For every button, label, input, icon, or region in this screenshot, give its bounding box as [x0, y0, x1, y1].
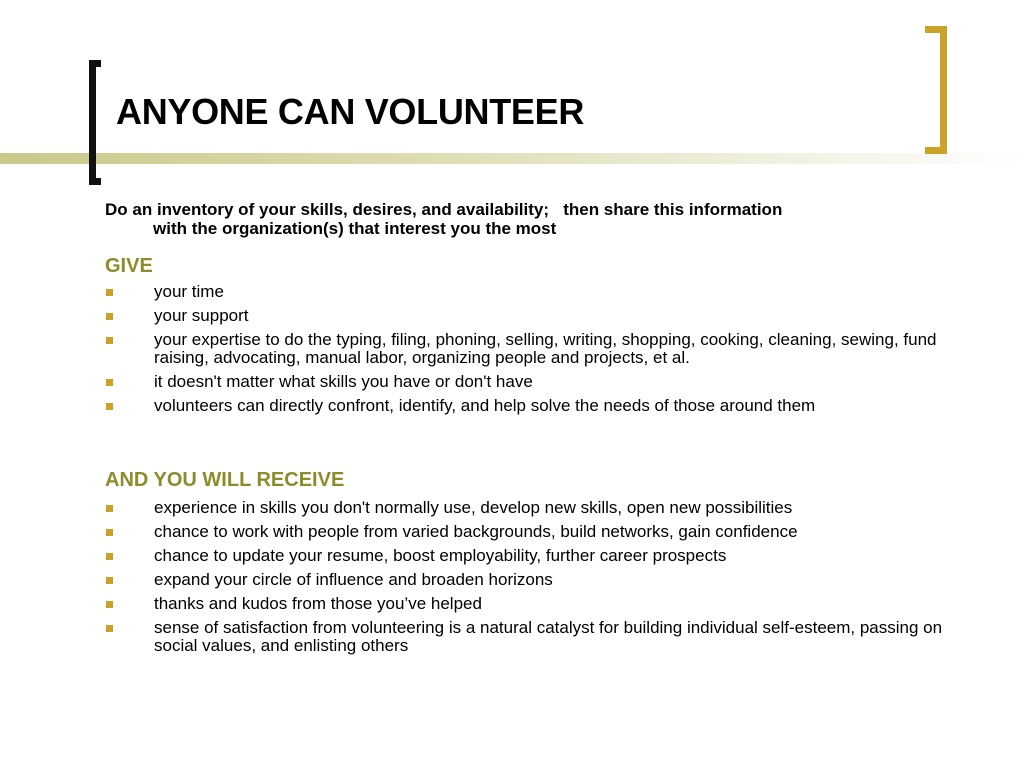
square-bullet-icon [106, 403, 113, 410]
square-bullet-icon [106, 289, 113, 296]
left-bracket-decoration [89, 60, 101, 185]
intro-line-2: with the organization(s) that interest you the most [153, 219, 557, 238]
list-item: chance to work with people from varied backgrounds, build networks, gain confidence [105, 523, 945, 541]
square-bullet-icon [106, 337, 113, 344]
list-item: expand your circle of influence and broaden horizons [105, 571, 945, 589]
give-heading: GIVE [105, 255, 153, 277]
list-item: your expertise to do the typing, filing, phoning, selling, writing, shopping, cooking, cleaning, sewing, fund raising, advocating, manual labor, organizing people and projects, et al. [105, 331, 945, 367]
list-item: your support [105, 307, 945, 325]
square-bullet-icon [106, 601, 113, 608]
square-bullet-icon [106, 625, 113, 632]
square-bullet-icon [106, 313, 113, 320]
intro-line-1: Do an inventory of your skills, desires, and availability; then share this information [105, 200, 783, 219]
right-bracket-decoration [925, 26, 947, 154]
list-item: your time [105, 283, 945, 301]
receive-list [105, 499, 945, 661]
list-item: volunteers can directly confront, identify, and help solve the needs of those around them [105, 397, 945, 415]
square-bullet-icon [106, 553, 113, 560]
list-item: it doesn't matter what skills you have or don't have [105, 373, 945, 391]
square-bullet-icon [106, 505, 113, 512]
header-gradient-bar [0, 153, 1024, 164]
square-bullet-icon [106, 379, 113, 386]
list-item: chance to update your resume, boost employability, further career prospects [105, 547, 945, 565]
list-item: thanks and kudos from those you’ve helped [105, 595, 945, 613]
give-list [105, 283, 945, 421]
list-item: sense of satisfaction from volunteering is a natural catalyst for building individual self-esteem, passing on social values, and enlisting others [105, 619, 945, 655]
list-item: experience in skills you don't normally use, develop new skills, open new possibilities [105, 499, 945, 517]
square-bullet-icon [106, 577, 113, 584]
square-bullet-icon [106, 529, 113, 536]
intro-text [105, 200, 925, 238]
slide-title: ANYONE CAN VOLUNTEER [116, 91, 585, 132]
receive-heading: AND YOU WILL RECEIVE [105, 469, 345, 491]
